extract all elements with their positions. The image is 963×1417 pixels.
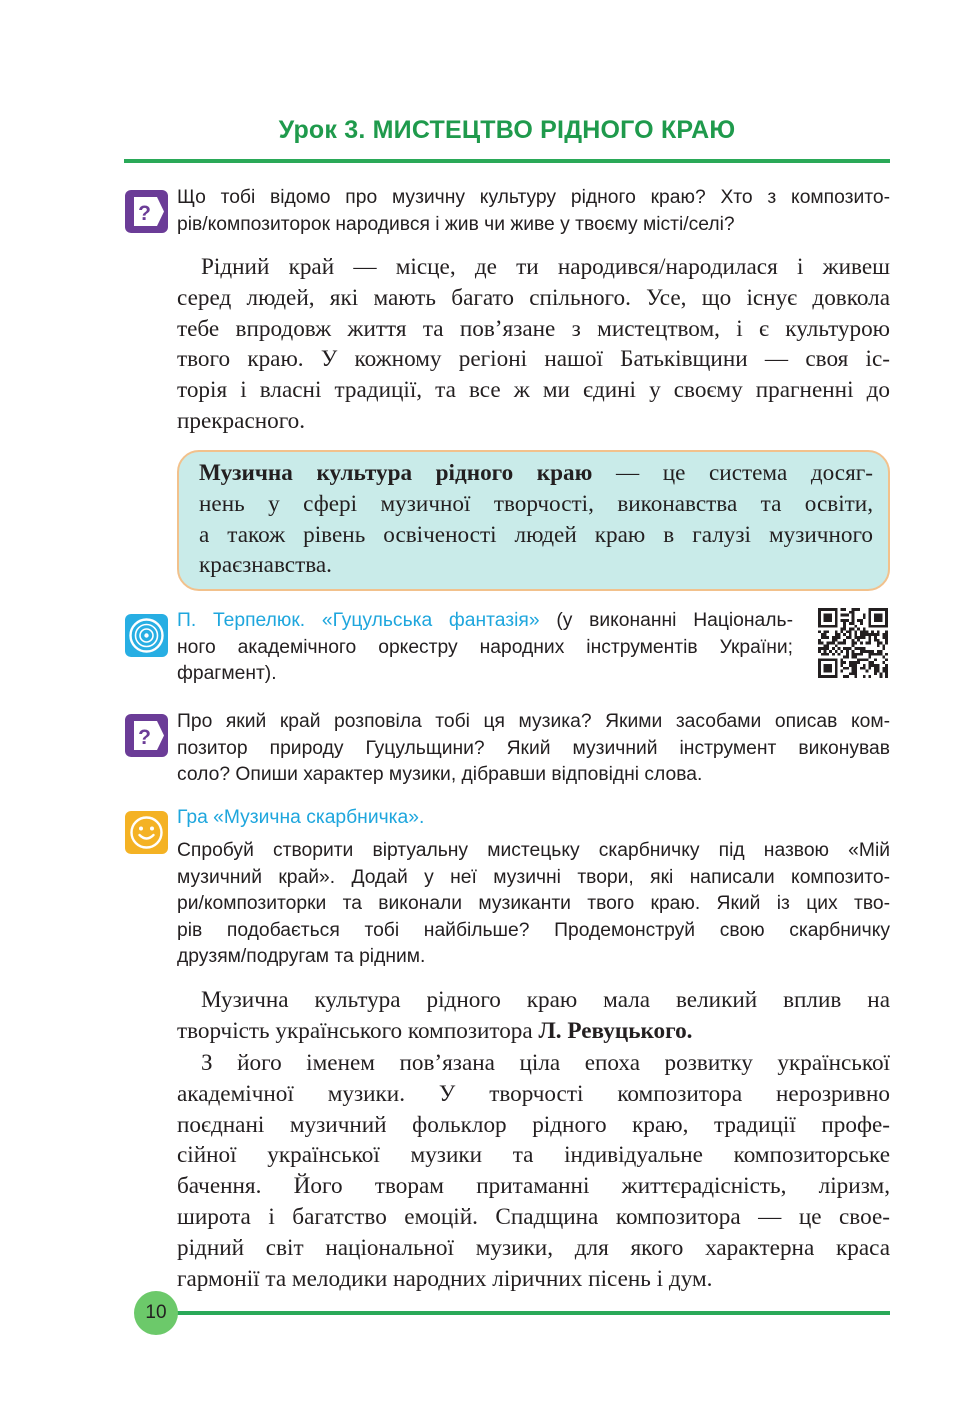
text-line: поєднані музичний фольклор рідного краю, традиції профе- bbox=[177, 1111, 890, 1138]
text-line: Музична культура рідного краю мала великий вплив на bbox=[201, 987, 890, 1013]
text-line: академічної музики. У творчості композитора нерозривно bbox=[177, 1080, 890, 1107]
footer-divider bbox=[160, 1311, 890, 1315]
text-line: музичний край». Додай у неї музичні твори, які написали композито- bbox=[177, 866, 890, 888]
text-line: Рідний край — місце, де ти народився/народилася і живеш bbox=[201, 254, 890, 280]
definition-term: Музична культура рідного краю bbox=[199, 460, 593, 486]
listening-work-title: П. Терпелюк. «Гуцульська фантазія» bbox=[177, 610, 540, 631]
text-line: а також рівень освіченості людей краю в галузі музичного bbox=[199, 521, 873, 548]
question-mark-icon bbox=[124, 713, 169, 758]
text-line bbox=[177, 608, 793, 635]
page-number: 10 bbox=[134, 1291, 178, 1335]
text-line: широта і багатство емоцій. Спадщина композитора — це свое- bbox=[177, 1203, 890, 1230]
svg-text:?: ? bbox=[138, 202, 151, 225]
question-1-text bbox=[177, 185, 890, 238]
qr-code[interactable] bbox=[818, 608, 888, 678]
revutsky-line-2: творчість українського композитора bbox=[177, 1017, 539, 1044]
lesson-title: Урок 3. МИСТЕЦТВО РІДНОГО КРАЮ bbox=[278, 116, 736, 144]
svg-text:?: ? bbox=[138, 726, 151, 749]
text-line: соло? Опиши характер музики, дібравши відповідні слова. bbox=[177, 764, 703, 785]
smiley-icon bbox=[124, 810, 169, 855]
text-line bbox=[199, 458, 873, 489]
game-title: Гра «Музична скарбничка». bbox=[177, 807, 425, 828]
text-line: сійної української музики та індивідуальне композиторське bbox=[177, 1142, 890, 1169]
text-line: серед людей, які мають багато спільного. Усе, що існує довкола bbox=[177, 284, 890, 311]
text-line: ри/композиторки та виконали музиканти твого краю. Який із цих тво- bbox=[177, 893, 890, 914]
text-line: фрагмент). bbox=[177, 663, 277, 684]
revutsky-paragraph bbox=[177, 985, 890, 1047]
text-line: Про який край розповіла тобі ця музика? Якими засобами описав ком- bbox=[177, 711, 890, 732]
text-line: Спробуй створити віртуальну мистецьку скарбничку під назвою «Мій bbox=[177, 840, 890, 861]
definition-line-1: — це система досяг- bbox=[592, 460, 873, 486]
text-line: торія і власні традиції, та все ж ми єдині у своєму прагненні до bbox=[177, 377, 890, 404]
text-line: позитор природу Гуцульщини? Який музичний інструмент виконував bbox=[177, 737, 890, 759]
listening-line-1: (у виконанні Національ- bbox=[539, 610, 793, 631]
text-line bbox=[177, 1016, 890, 1047]
text-line: друзям/подругам та рідним. bbox=[177, 946, 426, 967]
text-line: нень у сфері музичної творчості, виконавства та освіти, bbox=[199, 490, 873, 517]
text-line: З його іменем пов’язана ціла епоха розвитку української bbox=[201, 1050, 890, 1076]
title-divider bbox=[124, 159, 890, 163]
listening-text bbox=[177, 608, 793, 688]
question-2-text bbox=[177, 709, 890, 789]
text-line: ного академічного оркестру народних інструментів України; bbox=[177, 636, 793, 658]
text-line: краєзнавства. bbox=[199, 552, 332, 579]
music-disc-icon bbox=[124, 613, 169, 658]
text-line: бачення. Його творам притаманні життєрадісність, ліризм, bbox=[177, 1173, 890, 1200]
text-line: рів/композиторок народився і жив чи живе у твоєму місті/селі? bbox=[177, 213, 735, 235]
legacy-paragraph bbox=[177, 1048, 890, 1294]
text-line: рідний світ національної музики, для якого характерна краса bbox=[177, 1234, 890, 1261]
text-line: гармонії та мелодики народних ліричних пісень і дум. bbox=[177, 1265, 713, 1292]
text-line: прекрасного. bbox=[177, 407, 306, 434]
text-line: тебе впродовж життя та пов’язане з мистецтвом, і є культурою bbox=[177, 315, 890, 342]
composer-name: Л. Ревуцького. bbox=[538, 1017, 693, 1044]
text-line: твого краю. У кожному регіоні нашої Батьківщини — своя іс- bbox=[177, 346, 890, 373]
text-line: рів подобається тобі найбільше? Продемонструй свою скарбничку bbox=[177, 919, 890, 941]
intro-paragraph bbox=[177, 252, 890, 437]
game-text bbox=[177, 838, 890, 971]
question-mark-icon bbox=[124, 189, 169, 234]
text-line: Що тобі відомо про музичну культуру рідного краю? Хто з композито- bbox=[177, 187, 890, 208]
definition-text bbox=[199, 458, 873, 581]
